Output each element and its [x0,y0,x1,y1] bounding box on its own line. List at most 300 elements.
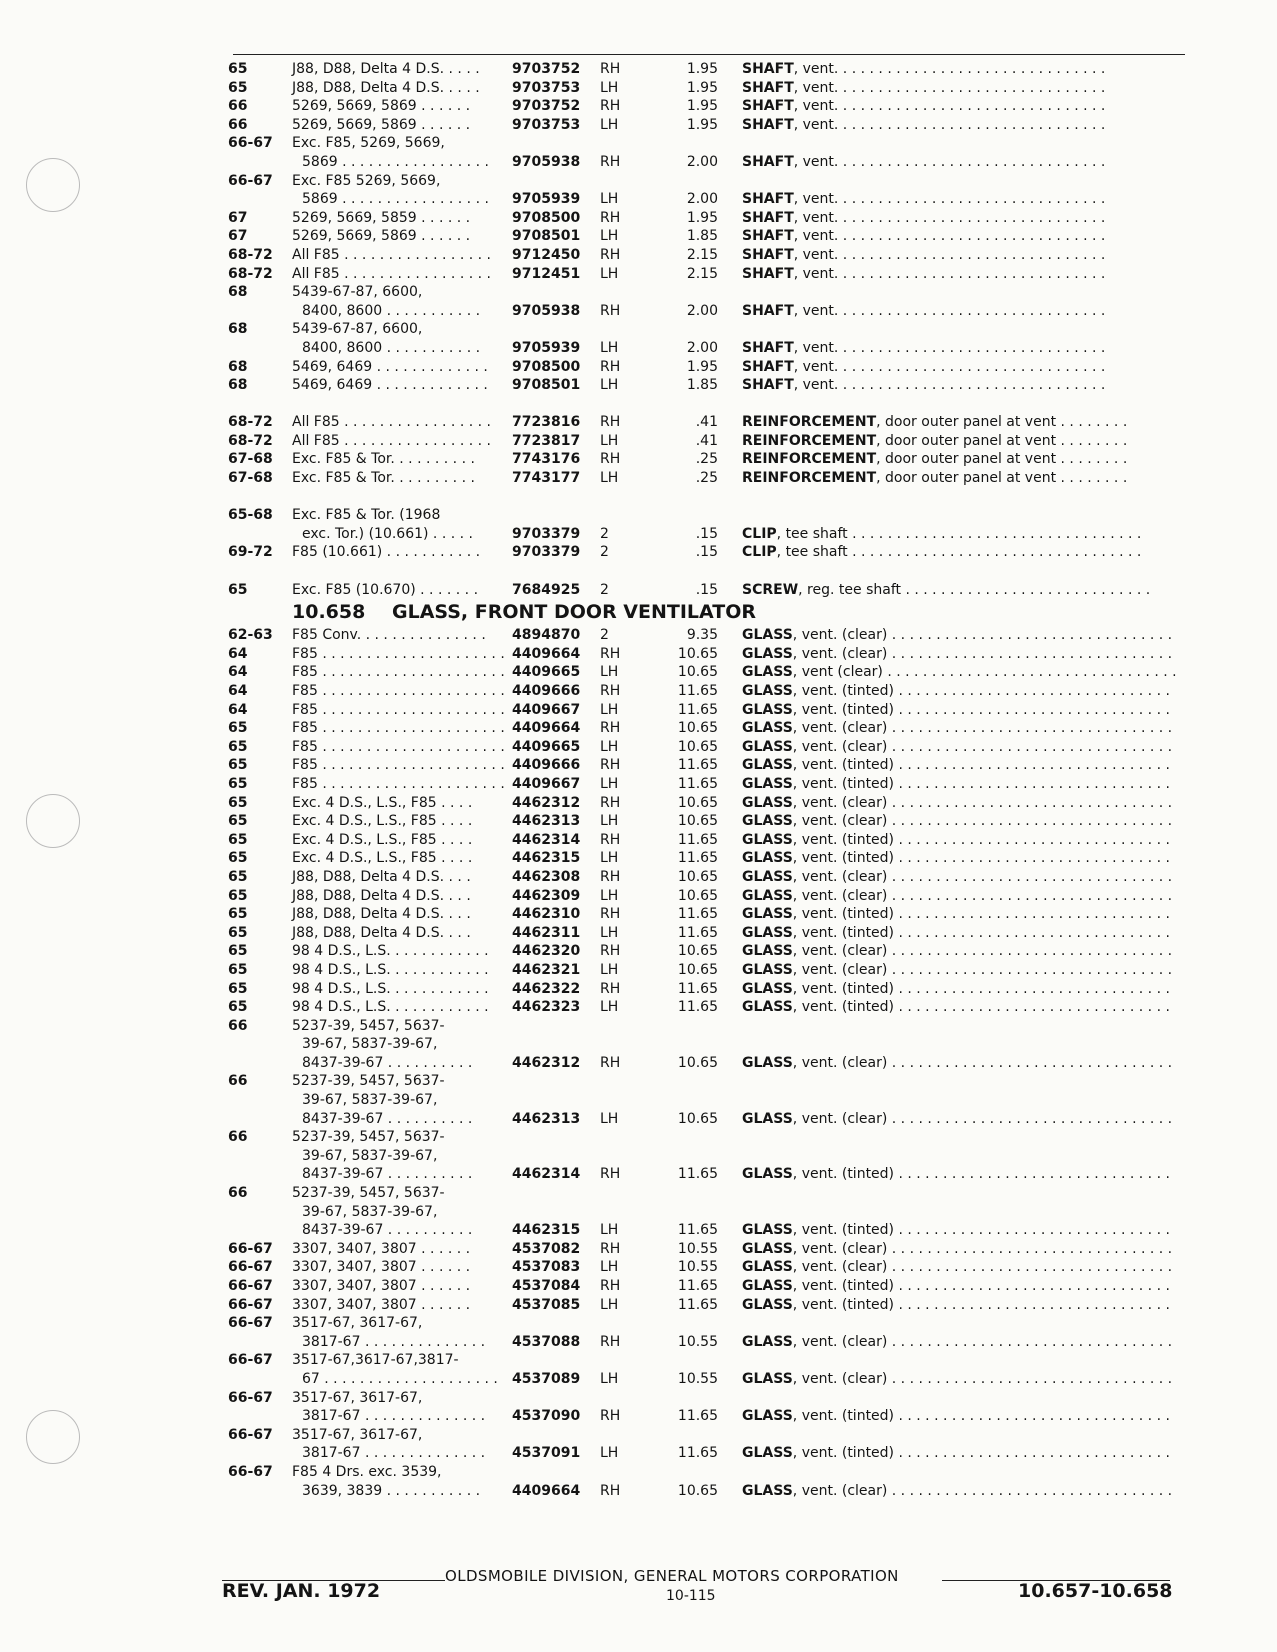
model-application: 5237-39, 5457, 5637- [292,1017,445,1034]
list-price: 1.95 [686,116,718,133]
part-description [742,831,1170,850]
parts-row [0,887,1277,906]
part-number: 4537083 [512,1259,581,1276]
part-name: GLASS [742,794,793,811]
part-description [742,849,1170,868]
model-year: 66-67 [228,1426,273,1443]
side-or-quantity: LH [600,961,619,978]
part-name: GLASS [742,664,793,681]
model-application: 3639, 3839 . . . . . . . . . . . [302,1482,481,1499]
part-description [742,998,1170,1017]
model-application: 5469, 6469 . . . . . . . . . . . . . [292,358,488,375]
part-description [742,1482,1172,1501]
list-price: 1.95 [686,79,718,96]
side-or-quantity: 2 [600,627,609,644]
parts-row [0,1482,1277,1501]
part-description [742,942,1172,961]
part-name: REINFORCEMENT [742,470,877,487]
side-or-quantity: RH [600,98,621,115]
part-name: SHAFT [742,153,794,170]
part-name: GLASS [742,738,793,755]
model-application: F85 . . . . . . . . . . . . . . . . . . . . . [292,775,505,792]
part-number: 9703753 [512,116,581,133]
model-year: 65 [228,887,248,904]
list-price: .25 [695,470,718,487]
side-or-quantity: RH [600,645,621,662]
model-application: 5869 . . . . . . . . . . . . . . . . . [302,153,489,170]
part-description [742,794,1172,813]
part-name: SHAFT [742,79,794,96]
parts-row [0,1277,1277,1296]
model-application: F85 . . . . . . . . . . . . . . . . . . . . . [292,664,505,681]
model-application: 3307, 3407, 3807 . . . . . . [292,1278,471,1294]
model-year: 66-67 [228,1278,273,1294]
side-or-quantity: LH [600,432,619,449]
parts-row [0,358,1277,377]
part-detail: , vent. . . . . . . . . . . . . . . . . . . . . . . . . . . . . . . [793,302,1106,319]
side-or-quantity: LH [600,1370,619,1387]
part-detail: , door outer panel at vent . . . . . . . . [876,414,1128,431]
part-name: GLASS [742,887,793,904]
part-number: 9708500 [512,358,581,375]
part-number: 9712451 [512,265,581,282]
model-application: J88, D88, Delta 4 D.S. . . . . [292,61,480,77]
parts-row [0,924,1277,943]
part-description [742,626,1172,645]
model-application: F85 . . . . . . . . . . . . . . . . . . . . . [292,738,505,755]
part-number: 4462314 [512,1166,581,1183]
parts-row [0,1221,1277,1240]
part-name: CLIP [742,525,777,542]
side-or-quantity: LH [600,1110,619,1127]
parts-row [0,1017,1277,1036]
model-application: F85 . . . . . . . . . . . . . . . . . . . . . [292,757,505,774]
model-application: 3517-67, 3617-67, [292,1315,423,1332]
list-price: 11.65 [677,980,718,997]
list-price: 11.65 [677,999,718,1016]
part-detail: , vent. . . . . . . . . . . . . . . . . . . . . . . . . . . . . . . [793,61,1106,77]
section-range: 10.657-10.658 [1018,1580,1173,1602]
model-application: All F85 . . . . . . . . . . . . . . . . . [292,265,491,282]
parts-row [0,1128,1277,1147]
part-description [742,1296,1170,1315]
part-name: GLASS [742,683,793,699]
model-year: 66 [228,1017,248,1034]
model-application: 5469, 6469 . . . . . . . . . . . . . [292,377,488,394]
list-price: 10.65 [677,1482,718,1499]
model-year: 65 [228,961,248,978]
part-detail: , vent. . . . . . . . . . . . . . . . . . . . . . . . . . . . . . . [793,228,1106,245]
model-application: 39-67, 5837-39-67, [302,1092,438,1109]
parts-row [0,794,1277,813]
part-description [742,980,1170,999]
side-or-quantity: LH [600,470,619,487]
list-price: 10.65 [677,664,718,681]
part-name: GLASS [742,1222,793,1239]
parts-row [0,227,1277,246]
model-application: 3307, 3407, 3807 . . . . . . [292,1296,471,1313]
part-name: GLASS [742,1296,793,1313]
side-or-quantity: RH [600,1166,621,1183]
parts-row [0,97,1277,116]
list-price: 10.65 [677,645,718,662]
parts-row [0,1110,1277,1129]
part-number: 7743177 [512,470,581,487]
model-application: 98 4 D.S., L.S. . . . . . . . . . . . [292,980,489,997]
model-year: 68 [228,358,248,375]
part-number: 4409665 [512,738,581,755]
part-number: 4537090 [512,1408,581,1425]
parts-row [0,1054,1277,1073]
model-application: F85 (10.661) . . . . . . . . . . . [292,544,481,561]
part-description [742,432,1127,451]
part-detail: , door outer panel at vent . . . . . . . . [876,470,1128,487]
part-number: 7743176 [512,451,581,468]
part-detail: , vent. (clear) . . . . . . . . . . . . . . . . . . . . . . . . . . . . . . . . [792,627,1173,644]
model-application: 39-67, 5837-39-67, [302,1147,438,1164]
part-detail: , vent. (clear) . . . . . . . . . . . . . . . . . . . . . . . . . . . . . . . . [792,738,1173,755]
model-year: 65 [228,924,248,941]
model-application: Exc. 4 D.S., L.S., F85 . . . . [292,831,473,848]
part-number: 9705939 [512,339,581,356]
model-year: 67 [228,228,248,245]
side-or-quantity: RH [600,1054,621,1071]
part-name: GLASS [742,1240,793,1257]
list-price: 11.65 [677,850,718,867]
model-year: 68-72 [228,265,273,282]
side-or-quantity: RH [600,1333,621,1350]
part-detail: , vent. . . . . . . . . . . . . . . . . . . . . . . . . . . . . . . [793,79,1106,96]
parts-row [0,905,1277,924]
part-detail: , vent. (tinted) . . . . . . . . . . . . . . . . . . . . . . . . . . . . . . . [792,1408,1170,1425]
side-or-quantity: LH [600,1259,619,1276]
side-or-quantity: RH [600,302,621,319]
parts-row [0,1351,1277,1370]
part-number: 9705938 [512,153,581,170]
model-application: 8400, 8600 . . . . . . . . . . . [302,302,481,319]
part-name: GLASS [742,924,793,941]
parts-row [0,116,1277,135]
model-application: 8437-39-67 . . . . . . . . . . [302,1166,473,1183]
model-year: 67-68 [228,470,273,487]
parts-row [0,190,1277,209]
part-description [742,450,1127,469]
model-application: 5237-39, 5457, 5637- [292,1073,445,1090]
model-application: 5439-67-87, 6600, [292,284,423,301]
part-number: 9705938 [512,302,581,319]
model-application: F85 . . . . . . . . . . . . . . . . . . . . . [292,683,505,699]
model-year: 64 [228,645,248,662]
part-number: 7723817 [512,432,581,449]
model-application: All F85 . . . . . . . . . . . . . . . . . [292,432,491,449]
part-detail: , vent. (tinted) . . . . . . . . . . . . . . . . . . . . . . . . . . . . . . . [792,999,1170,1016]
side-or-quantity: LH [600,191,619,208]
side-or-quantity: LH [600,377,619,394]
parts-row [0,469,1277,488]
side-or-quantity: LH [600,79,619,96]
part-description [742,719,1172,738]
part-number: 4462309 [512,887,581,904]
part-description [742,581,1150,600]
part-description [742,868,1172,887]
part-name: GLASS [742,757,793,774]
model-application: J88, D88, Delta 4 D.S. . . . [292,868,471,885]
side-or-quantity: LH [600,775,619,792]
part-detail: , vent. (tinted) . . . . . . . . . . . . . . . . . . . . . . . . . . . . . . . [792,1166,1170,1183]
part-number: 4537082 [512,1240,581,1257]
side-or-quantity: LH [600,813,619,830]
parts-row [0,756,1277,775]
model-year: 65 [228,581,248,598]
part-name: GLASS [742,775,793,792]
parts-row [0,1035,1277,1054]
parts-catalog-page [0,60,1277,1500]
part-detail: , vent. (clear) . . . . . . . . . . . . . . . . . . . . . . . . . . . . . . . . [792,813,1173,830]
part-number: 7723816 [512,414,581,431]
side-or-quantity: LH [600,887,619,904]
model-year: 68 [228,284,248,301]
model-year: 62-63 [228,627,273,644]
part-name: GLASS [742,720,793,737]
part-name: SHAFT [742,246,794,263]
model-year: 66 [228,1073,248,1090]
parts-row [0,79,1277,98]
list-price: 10.65 [677,738,718,755]
part-name: GLASS [742,645,793,662]
side-or-quantity: RH [600,831,621,848]
parts-row [0,980,1277,999]
list-price: 10.65 [677,961,718,978]
part-description [742,645,1172,664]
part-number: 9708501 [512,228,581,245]
part-description [742,1110,1172,1129]
part-description [742,701,1170,720]
model-year: 65 [228,775,248,792]
part-detail: , vent. (clear) . . . . . . . . . . . . . . . . . . . . . . . . . . . . . . . . [792,1259,1173,1276]
parts-row [0,645,1277,664]
part-name: GLASS [742,943,793,960]
part-number: 4537091 [512,1445,581,1462]
side-or-quantity: LH [600,1296,619,1313]
parts-row [0,265,1277,284]
side-or-quantity: LH [600,1222,619,1239]
part-number: 9703752 [512,61,581,77]
part-description [742,738,1172,757]
list-price: 11.65 [677,775,718,792]
model-application: Exc. F85 & Tor. . . . . . . . . . [292,470,475,487]
model-application: Exc. 4 D.S., L.S., F85 . . . . [292,850,473,867]
side-or-quantity: RH [600,868,621,885]
model-application: 5269, 5669, 5869 . . . . . . [292,116,471,133]
list-price: 2.15 [686,246,718,263]
list-price: 2.00 [686,191,718,208]
model-application: 3307, 3407, 3807 . . . . . . [292,1240,471,1257]
parts-row [0,172,1277,191]
part-description [742,1444,1170,1463]
part-name: GLASS [742,961,793,978]
list-price: 11.65 [677,757,718,774]
parts-row [0,320,1277,339]
model-year: 66-67 [228,1352,273,1369]
parts-row [0,302,1277,321]
part-number: 4462315 [512,850,581,867]
part-description [742,1277,1170,1296]
side-or-quantity: LH [600,228,619,245]
parts-row [0,663,1277,682]
part-number: 4537089 [512,1370,581,1387]
side-or-quantity: RH [600,1408,621,1425]
list-price: 11.65 [677,701,718,718]
part-description [742,227,1105,246]
part-detail: , vent. . . . . . . . . . . . . . . . . . . . . . . . . . . . . . . [793,246,1106,263]
part-description [742,1165,1170,1184]
list-price: 10.65 [677,1054,718,1071]
section-number: 10.658 [292,601,366,624]
part-name: GLASS [742,1445,793,1462]
parts-row [0,1091,1277,1110]
model-application: 3307, 3407, 3807 . . . . . . [292,1259,471,1276]
section-heading [0,599,1277,626]
parts-row [0,812,1277,831]
part-name: SCREW [742,581,799,598]
model-application: exc. Tor.) (10.661) . . . . . [302,525,473,542]
part-description [742,116,1105,135]
part-description [742,1258,1172,1277]
side-or-quantity: LH [600,850,619,867]
model-application: F85 . . . . . . . . . . . . . . . . . . . . . [292,645,505,662]
group-spacer [0,395,1277,414]
part-number: 4462322 [512,980,581,997]
part-description [742,97,1105,116]
list-price: 11.65 [677,1166,718,1183]
model-year: 64 [228,683,248,699]
part-description [742,339,1105,358]
side-or-quantity: RH [600,943,621,960]
list-price: 1.95 [686,61,718,77]
side-or-quantity: RH [600,1278,621,1294]
model-year: 66-67 [228,135,273,152]
part-name: GLASS [742,831,793,848]
part-detail: , vent. (tinted) . . . . . . . . . . . . . . . . . . . . . . . . . . . . . . . [792,683,1170,699]
part-name: GLASS [742,1408,793,1425]
part-detail: , vent (clear) . . . . . . . . . . . . . . . . . . . . . . . . . . . . . . . . . [792,664,1177,681]
parts-row [0,1165,1277,1184]
part-detail: , vent. (clear) . . . . . . . . . . . . . . . . . . . . . . . . . . . . . . . . [792,1054,1173,1071]
parts-row [0,961,1277,980]
parts-row [0,525,1277,544]
part-name: GLASS [742,1054,793,1071]
list-price: 11.65 [677,1445,718,1462]
part-name: CLIP [742,544,777,561]
part-name: SHAFT [742,209,794,226]
parts-row [0,738,1277,757]
part-detail: , vent. (tinted) . . . . . . . . . . . . . . . . . . . . . . . . . . . . . . . [792,1296,1170,1313]
part-number: 4462321 [512,961,581,978]
side-or-quantity: RH [600,358,621,375]
list-price: 10.55 [677,1259,718,1276]
part-number: 9703379 [512,525,581,542]
model-application: Exc. F85 (10.670) . . . . . . . [292,581,479,598]
parts-row [0,209,1277,228]
footer-corporation: OLDSMOBILE DIVISION, GENERAL MOTORS CORPORATION [445,1567,899,1585]
side-or-quantity: RH [600,720,621,737]
model-application: 3817-67 . . . . . . . . . . . . . . [302,1445,486,1462]
model-year: 68-72 [228,246,273,263]
model-application: F85 4 Drs. exc. 3539, [292,1463,442,1480]
part-description [742,246,1105,265]
list-price: 11.65 [677,831,718,848]
part-number: 4409664 [512,1482,581,1499]
model-year: 65 [228,980,248,997]
model-application: 39-67, 5837-39-67, [302,1036,438,1053]
part-number: 4462320 [512,943,581,960]
model-year: 69-72 [228,544,273,561]
side-or-quantity: LH [600,1445,619,1462]
part-detail: , vent. (clear) . . . . . . . . . . . . . . . . . . . . . . . . . . . . . . . . [792,1482,1173,1499]
parts-row [0,1407,1277,1426]
list-price: .15 [695,525,718,542]
part-name: SHAFT [742,302,794,319]
part-number: 4409667 [512,701,581,718]
model-application: J88, D88, Delta 4 D.S. . . . [292,906,471,923]
list-price: 10.65 [677,943,718,960]
side-or-quantity: 2 [600,581,609,598]
model-year: 66-67 [228,1296,273,1313]
side-or-quantity: RH [600,414,621,431]
model-year: 66-67 [228,1240,273,1257]
parts-row [0,1240,1277,1259]
model-year: 65 [228,868,248,885]
part-description [742,525,1141,544]
side-or-quantity: LH [600,924,619,941]
list-price: 1.95 [686,209,718,226]
parts-row [0,1426,1277,1445]
list-price: 11.65 [677,683,718,699]
part-detail: , vent. (clear) . . . . . . . . . . . . . . . . . . . . . . . . . . . . . . . . [792,794,1173,811]
part-detail: , vent. . . . . . . . . . . . . . . . . . . . . . . . . . . . . . . [793,191,1106,208]
part-description [742,924,1170,943]
part-name: GLASS [742,1370,793,1387]
list-price: .15 [695,544,718,561]
model-application: 5269, 5669, 5859 . . . . . . [292,209,471,226]
model-year: 68 [228,321,248,338]
part-number: 4537085 [512,1296,581,1313]
model-year: 65 [228,906,248,923]
part-number: 9708501 [512,377,581,394]
part-number: 4409665 [512,664,581,681]
model-application: 3517-67, 3617-67, [292,1426,423,1443]
list-price: 10.65 [677,1110,718,1127]
part-name: GLASS [742,1278,793,1294]
part-description [742,79,1105,98]
part-description [742,209,1105,228]
part-name: GLASS [742,906,793,923]
part-description [742,1333,1172,1352]
parts-row [0,775,1277,794]
part-description [742,376,1105,395]
part-detail: , vent. . . . . . . . . . . . . . . . . . . . . . . . . . . . . . . [793,377,1106,394]
part-detail: , vent. . . . . . . . . . . . . . . . . . . . . . . . . . . . . . . [793,153,1106,170]
part-name: GLASS [742,999,793,1016]
part-detail: , vent. . . . . . . . . . . . . . . . . . . . . . . . . . . . . . . [793,98,1106,115]
parts-row [0,450,1277,469]
list-price: .41 [695,414,718,431]
side-or-quantity: LH [600,738,619,755]
part-description [742,413,1127,432]
model-year: 66 [228,1185,248,1202]
list-price: 2.00 [686,302,718,319]
part-detail: , vent. (clear) . . . . . . . . . . . . . . . . . . . . . . . . . . . . . . . . [792,720,1173,737]
